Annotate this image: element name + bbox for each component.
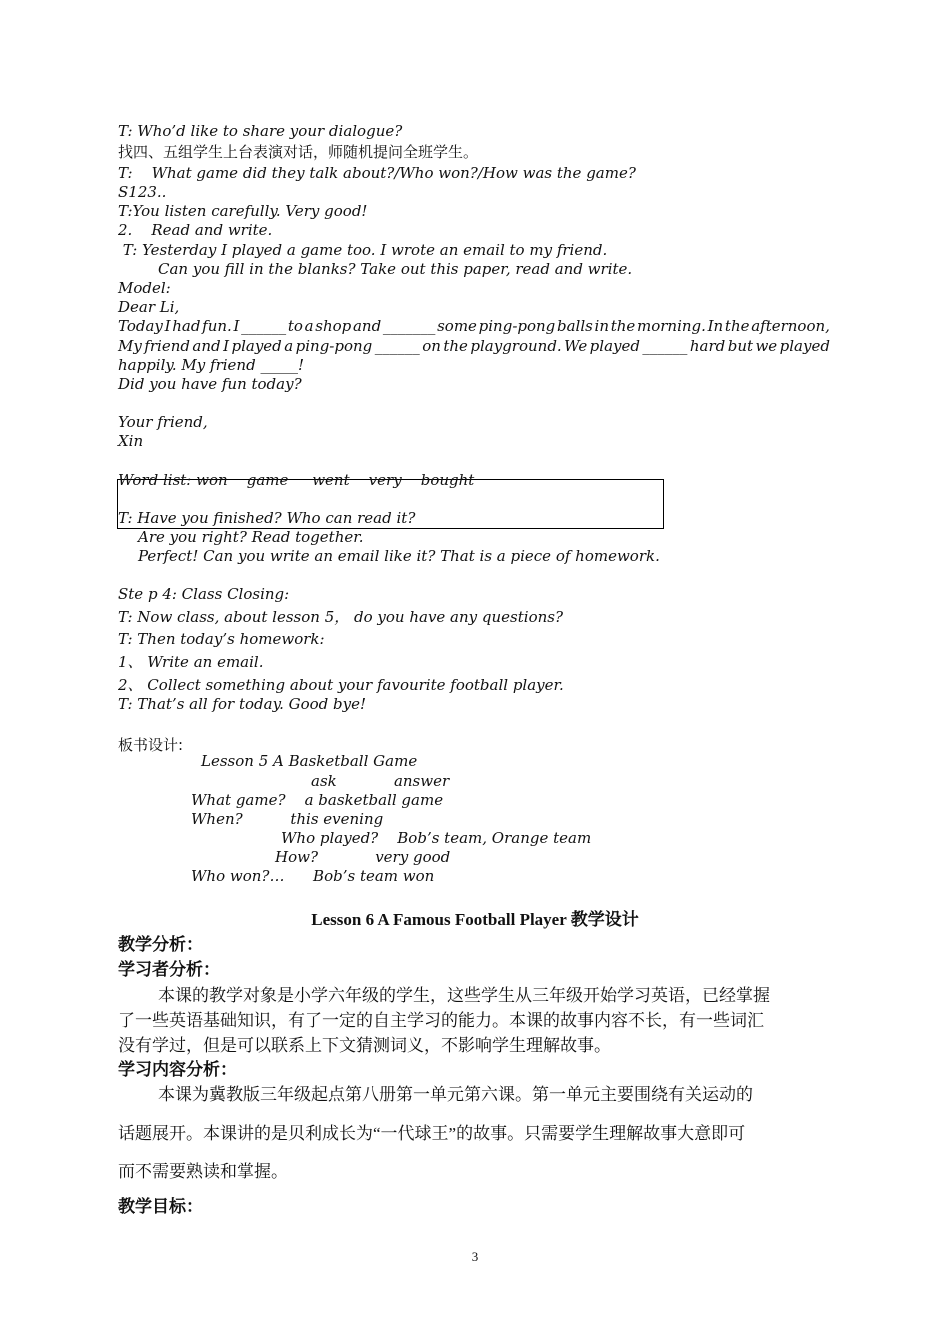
email-word: I — [223, 337, 230, 355]
email-word: the — [610, 317, 636, 335]
page-number: 3 — [471, 1249, 479, 1264]
closing-line: T: That’s all for today. Good bye! — [118, 695, 367, 713]
email-word: and — [352, 317, 382, 335]
section-heading: 学习内容分析： — [118, 1060, 237, 1079]
step-heading: 2. Read and write. — [118, 221, 273, 239]
word-list: Word list: won game went very bought — [118, 471, 475, 489]
dialogue-line: Can you fill in the blanks? Take out this paper, read and write. — [158, 260, 633, 278]
section-heading: 教学分析： — [118, 935, 203, 954]
email-word: ping-pong — [478, 317, 556, 335]
email-word: I — [233, 317, 240, 335]
dialogue-line: 找四、五组学生上台表演对话，师随机提问全班学生。 — [118, 143, 479, 161]
step-heading: Ste p 4: Class Closing: — [118, 585, 290, 603]
email-word: some — [437, 317, 477, 335]
email-signature: Xin — [118, 432, 144, 450]
email-word: playground. — [470, 337, 562, 355]
email-word: ______ — [374, 337, 420, 355]
email-word: played — [231, 337, 282, 355]
email-word: to — [287, 317, 303, 335]
email-word: _______ — [382, 317, 436, 335]
dialogue-line: S123.. — [118, 183, 167, 201]
email-line-3: happily. My friend _____! — [118, 356, 304, 374]
email-line-1 — [118, 317, 830, 336]
email-word: I — [164, 317, 171, 335]
board-design-label: 板书设计: — [118, 736, 184, 754]
model-label: Model: — [118, 279, 171, 297]
email-word: morning. — [637, 317, 706, 335]
email-word: the — [443, 337, 468, 355]
homework-item: 1、 Write an email. — [118, 653, 264, 671]
followup-line: T: Have you finished? Who can read it? — [118, 509, 416, 527]
paragraph-line: 没有学过，但是可以联系上下文猜测词义，不影响学生理解故事。 — [118, 1036, 611, 1055]
email-word: ping-pong — [295, 337, 373, 355]
email-word: My — [118, 337, 142, 355]
closing-line: T: Then today’s homework: — [118, 630, 325, 648]
homework-item: 2、 Collect something about your favourite football player. — [118, 676, 564, 694]
board-row: What game? a basketball game — [191, 791, 444, 809]
paragraph-line: 本课为冀教版三年级起点第八册第一单元第六课。第一单元主要围绕有关运动的 — [158, 1085, 753, 1104]
email-word: ______ — [241, 317, 287, 335]
email-word: fun. — [202, 317, 232, 335]
email-line-2 — [118, 337, 830, 356]
board-row: Who played? Bob’s team, Orange team — [281, 829, 592, 847]
email-word: we — [755, 337, 778, 355]
email-word: but — [727, 337, 754, 355]
dialogue-line: T:You listen carefully. Very good! — [118, 202, 368, 220]
email-word: shop — [315, 317, 352, 335]
email-word: played — [589, 337, 640, 355]
dialogue-line: T: Who’d like to share your dialogue? — [118, 122, 403, 140]
board-title: Lesson 5 A Basketball Game — [201, 752, 418, 770]
paragraph-line: 话题展开。本课讲的是贝利成长为“一代球王”的故事。只需要学生理解故事大意即可 — [118, 1124, 746, 1143]
email-word: a — [284, 337, 294, 355]
email-word: friend — [144, 337, 190, 355]
followup-line: Perfect! Can you write an email like it? That is a piece of homework. — [138, 547, 660, 565]
email-word: ______ — [642, 337, 688, 355]
email-word: afternoon, — [751, 317, 830, 335]
email-word: a — [304, 317, 314, 335]
board-row: How? very good — [275, 848, 451, 866]
email-word: and — [192, 337, 221, 355]
paragraph-line: 而不需要熟读和掌握。 — [118, 1162, 288, 1181]
email-word: balls — [557, 317, 593, 335]
email-word: in — [594, 317, 610, 335]
email-word: had — [172, 317, 201, 335]
lesson-title: Lesson 6 A Famous Football Player 教学设计 — [311, 910, 639, 929]
dialogue-line: T: Yesterday I played a game too. I wrote an email to my friend. — [118, 241, 608, 259]
email-line-4: Did you have fun today? — [118, 375, 302, 393]
section-heading: 教学目标： — [118, 1197, 203, 1216]
board-row: ask answer — [311, 772, 450, 790]
email-word: on — [422, 337, 441, 355]
followup-line: Are you right? Read together. — [138, 528, 364, 546]
closing-line: T: Now class, about lesson 5， do you have any questions? — [118, 608, 563, 626]
section-heading: 学习者分析： — [118, 960, 220, 979]
board-row: When? this evening — [191, 810, 384, 828]
email-word: hard — [689, 337, 726, 355]
email-word: We — [564, 337, 588, 355]
paragraph-line: 本课的教学对象是小学六年级的学生，这些学生从三年级开始学习英语，已经掌握 — [158, 986, 770, 1005]
email-closing: Your friend, — [118, 413, 208, 431]
email-word: In — [707, 317, 724, 335]
email-word: played — [779, 337, 830, 355]
email-word: the — [724, 317, 750, 335]
dialogue-line: T: What game did they talk about?/Who won?/How was the game? — [118, 164, 636, 182]
paragraph-line: 了一些英语基础知识，有了一定的自主学习的能力。本课的故事内容不长，有一些词汇 — [118, 1011, 764, 1030]
email-greeting: Dear Li, — [118, 298, 180, 316]
email-word: Today — [118, 317, 163, 335]
board-row: Who won?… Bob’s team won — [191, 867, 435, 885]
